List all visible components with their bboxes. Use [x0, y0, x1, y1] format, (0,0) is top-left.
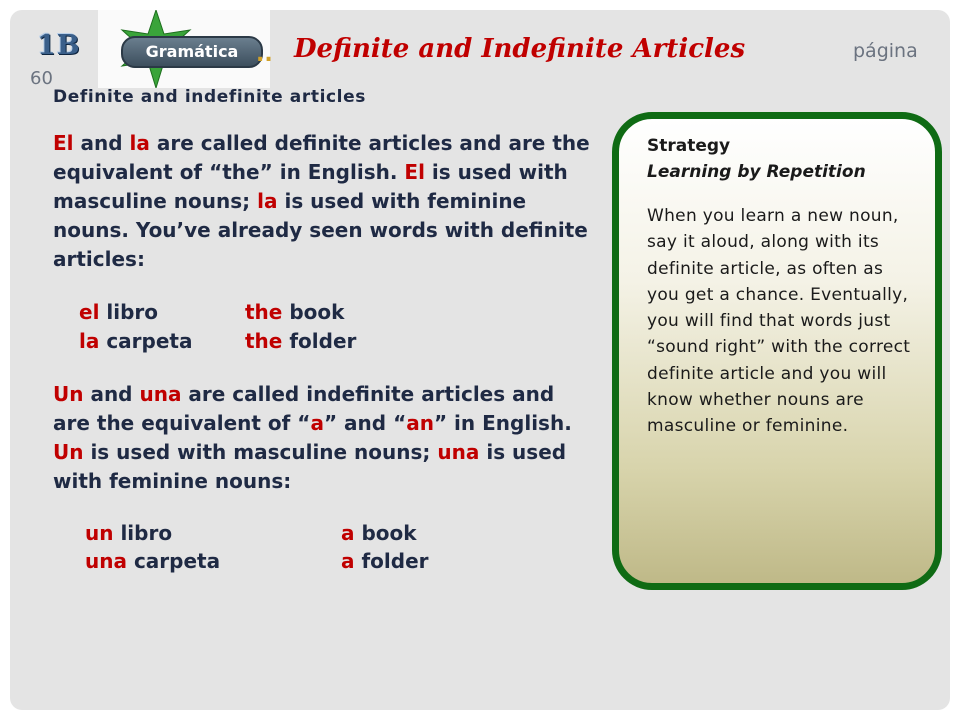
text-span: and — [83, 382, 140, 406]
text-span: ” in English. — [433, 411, 572, 435]
article-word: un — [85, 521, 114, 545]
term-a: a — [310, 411, 324, 435]
term-un: Un — [53, 440, 84, 464]
spanish-cell — [85, 519, 341, 547]
logo-label: Gramática — [121, 36, 263, 68]
example-row — [79, 298, 356, 327]
noun-word: book — [282, 300, 345, 324]
noun-word: carpeta — [126, 549, 221, 573]
text-span: is used with feminine nouns. You’ve already seen words with definite articles: — [53, 189, 588, 271]
term-la: la — [129, 131, 150, 155]
logo-dots: .. — [256, 42, 273, 67]
noun-word: carpeta — [99, 329, 193, 353]
term-el: El — [404, 160, 425, 184]
english-cell — [245, 298, 356, 327]
indefinite-paragraph — [53, 380, 593, 496]
article-word: a — [341, 549, 355, 573]
example-row — [85, 547, 429, 575]
article-word: the — [245, 329, 283, 353]
article-word: el — [79, 300, 100, 324]
strategy-box — [612, 112, 942, 590]
noun-word: folder — [354, 549, 429, 573]
example-row — [85, 519, 429, 547]
text-span: is used with masculine nouns; — [53, 160, 568, 213]
strategy-body: When you learn a new noun, say it aloud, along with its definite article, as often as you get a chance. Eventually, you will find that words just “sound right” with the correct definite article and you will know whether nouns are masculine or feminine. — [647, 206, 911, 437]
indefinite-examples — [85, 519, 429, 575]
term-una: una — [437, 440, 480, 464]
term-un: Un — [53, 382, 84, 406]
article-word: a — [341, 521, 355, 545]
text-span: is used with masculine nouns; — [83, 440, 438, 464]
english-cell — [341, 547, 429, 575]
pagina-label: página — [853, 40, 918, 62]
definite-examples — [79, 298, 356, 356]
term-una: una — [139, 382, 182, 406]
spanish-cell — [79, 298, 245, 327]
chapter-label: 1B — [37, 30, 81, 61]
text-span: is used with feminine nouns: — [53, 440, 567, 493]
term-la: la — [257, 189, 278, 213]
spanish-cell — [79, 327, 245, 356]
gramatica-logo — [98, 10, 270, 88]
definite-paragraph — [53, 129, 593, 274]
strategy-title: Strategy — [647, 136, 731, 156]
term-el: El — [53, 131, 74, 155]
main-content — [53, 87, 593, 575]
text-span: are called indefinite articles and are the equivalent of “ — [53, 382, 555, 435]
article-word: una — [85, 549, 127, 573]
article-word: the — [245, 300, 283, 324]
english-cell — [341, 519, 429, 547]
noun-word: book — [354, 521, 417, 545]
text-span: and — [73, 131, 130, 155]
example-row — [79, 327, 356, 356]
spanish-cell — [85, 547, 341, 575]
noun-word: libro — [113, 521, 173, 545]
noun-word: folder — [282, 329, 357, 353]
strategy-subtitle: Learning by Repetition — [647, 162, 866, 182]
page-title: Definite and Indefinite Articles — [294, 34, 746, 64]
text-span: ” and “ — [323, 411, 407, 435]
page-number: 60 — [30, 68, 53, 89]
noun-word: libro — [99, 300, 159, 324]
section-heading: Definite and indefinite articles — [53, 87, 366, 107]
text-span: are called definite articles and are the equivalent of “the” in English. — [53, 131, 590, 184]
term-an: an — [406, 411, 434, 435]
english-cell — [245, 327, 356, 356]
article-word: la — [79, 329, 100, 353]
slide — [10, 10, 950, 710]
